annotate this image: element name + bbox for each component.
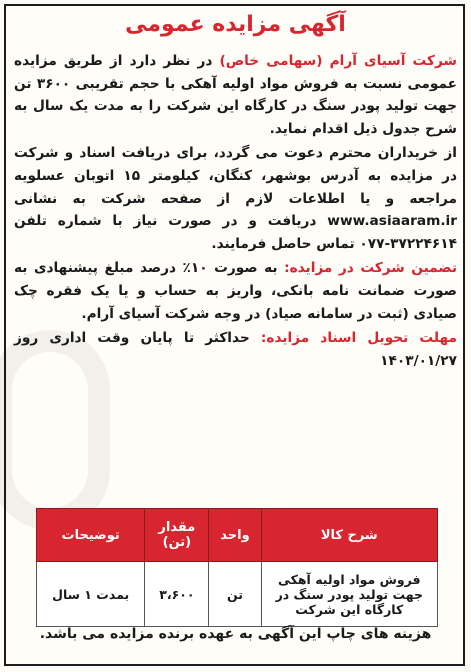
guarantee-paragraph [14, 257, 457, 325]
header-notes: توضیحات [37, 509, 145, 562]
header-item: شرح کالا [261, 509, 437, 562]
header-quantity: مقدار (تن) [145, 509, 209, 562]
guarantee-text: به صورت ۱۰٪ درصد مبلغ پیشنهادی به صورت ضمانت نامه بانکی، واریز به حساب و یا یک فقره چک صیادی (ثبت در سامانه صیاد) در وجه شرکت آسیای آرام. [14, 260, 457, 322]
guarantee-label: تضمین شرکت در مزایده: [284, 260, 457, 277]
instructions-text: از خریداران محترم دعوت می گردد، برای دریافت اسناد و شرکت در مزایده به آدرس بوشهر، کنگان، کیلومتر ۱۵ اتوبان عسلویه مراجعه و یا اطلاعات لازم از صفحه شرکت به نشانی [14, 145, 457, 207]
cell-item: فروش مواد اولیه آهکی جهت تولید پودر سنگ در کارگاه این شرکت [261, 562, 437, 627]
notice-title: آگهی مزایده عمومی [125, 12, 346, 37]
contact-text: دریافت و در صورت نیاز با شماره تلفن ۳۷۲۲۴۶۱۴-۰۷۷ تماس حاصل فرمایند. [14, 213, 457, 252]
header-unit: واحد [209, 509, 261, 562]
table-header-row [37, 509, 438, 562]
cell-notes: بمدت ۱ سال [37, 562, 145, 627]
instructions-paragraph [14, 142, 457, 255]
footer-note: هزینه های چاپ این آگهی به عهده برنده مزایده می باشد. [39, 626, 432, 642]
intro-text: در نظر دارد از طریق مزایده عمومی نسبت به فروش مواد اولیه آهکی با حجم تقریبی ۳۶۰۰ تن جهت تولید پودر سنگ در کارگاه این شرکت را به مدت یک سال به شرح جدول ذیل اقدام نماید. [14, 53, 457, 137]
deadline-text: حداکثر تا پایان وقت اداری روز ۱۴۰۳/۰۱/۲۷ [14, 330, 457, 369]
table-row [37, 562, 438, 627]
auction-items-table [36, 508, 438, 627]
website-link[interactable]: www.asiaaram.ir [327, 213, 457, 230]
notice-body [14, 50, 457, 374]
cell-quantity: ۳،۶۰۰ [145, 562, 209, 627]
intro-paragraph [14, 50, 457, 140]
deadline-paragraph [14, 327, 457, 372]
cell-unit: تن [209, 562, 261, 627]
company-name: شرکت آسیای آرام (سهامی خاص) [219, 53, 457, 69]
deadline-label: مهلت تحویل اسناد مزایده: [260, 330, 457, 347]
